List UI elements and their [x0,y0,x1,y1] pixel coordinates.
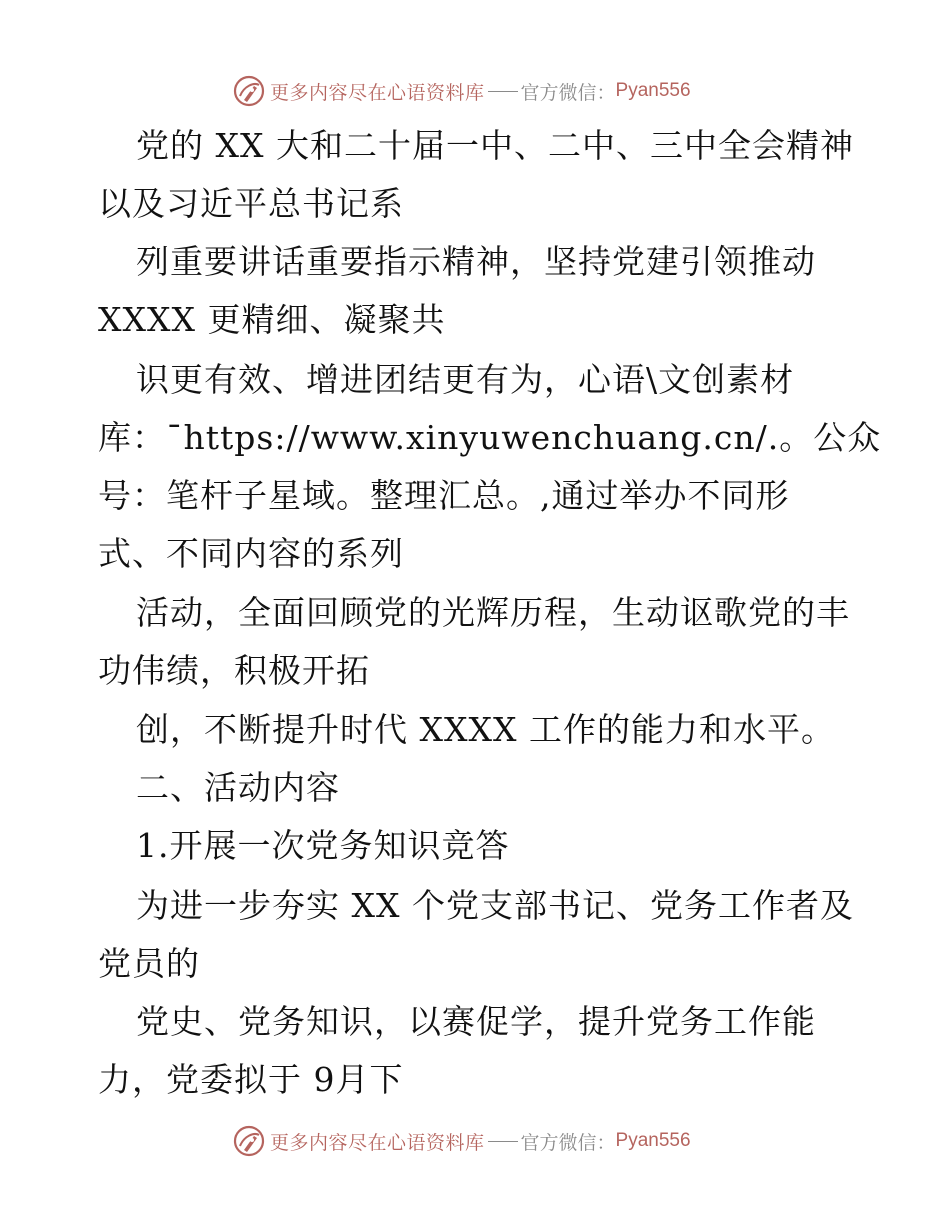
text-line: 功伟绩，积极开拓 [98,651,370,690]
text-line-url: 库：¯https://www.xinyuwenchuang.cn/.。公众 [98,418,882,457]
section-heading: 二、活动内容 [136,768,340,807]
text-line: 式、不同内容的系列 [98,534,404,573]
text-line: 党史、党务知识，以赛促学，提升党务工作能 [136,1002,816,1041]
text-line: 为进一步夯实 XX 个党支部书记、党务工作者及 [136,886,854,925]
text-line: 识更有效、增进团结更有为，心语\文创素材 [136,360,795,399]
text-line: 活动，全面回顾党的光辉历程，生动讴歌党的丰 [136,593,850,632]
banner-wechat-label: 官方微信： [520,1131,616,1154]
text-line: 力，党委拟于 9月下 [98,1060,404,1099]
banner-wechat-label: 官方微信： [520,81,616,104]
subsection-heading: 1.开展一次党务知识竞答 [136,826,510,865]
banner-divider [488,1141,518,1142]
text-line: XXXX 更精细、凝聚共 [98,300,446,339]
banner-wechat-id: Pyan556 [615,80,691,101]
text-line: 号：笔杆子星域。整理汇总。,通过举办不同形 [98,476,790,515]
banner-divider [488,91,518,92]
header-banner[interactable] [232,71,691,111]
pen-swirl-logo-icon [232,74,266,108]
footer-banner[interactable] [232,1121,691,1161]
text-line: 党的 XX 大和二十届一中、二中、三中全会精神 [136,126,854,165]
pen-swirl-logo-icon [232,1124,266,1158]
banner-wechat-id: Pyan556 [615,1130,691,1151]
text-line: 列重要讲话重要指示精神，坚持党建引领推动 [136,242,816,281]
text-line: 创，不断提升时代 XXXX 工作的能力和水平。 [136,710,835,749]
text-line: 以及习近平总书记系 [98,184,404,223]
banner-brand-text: 更多内容尽在心语资料库 [270,1131,485,1154]
text-line: 党员的 [98,944,200,983]
banner-brand-text: 更多内容尽在心语资料库 [270,81,485,104]
